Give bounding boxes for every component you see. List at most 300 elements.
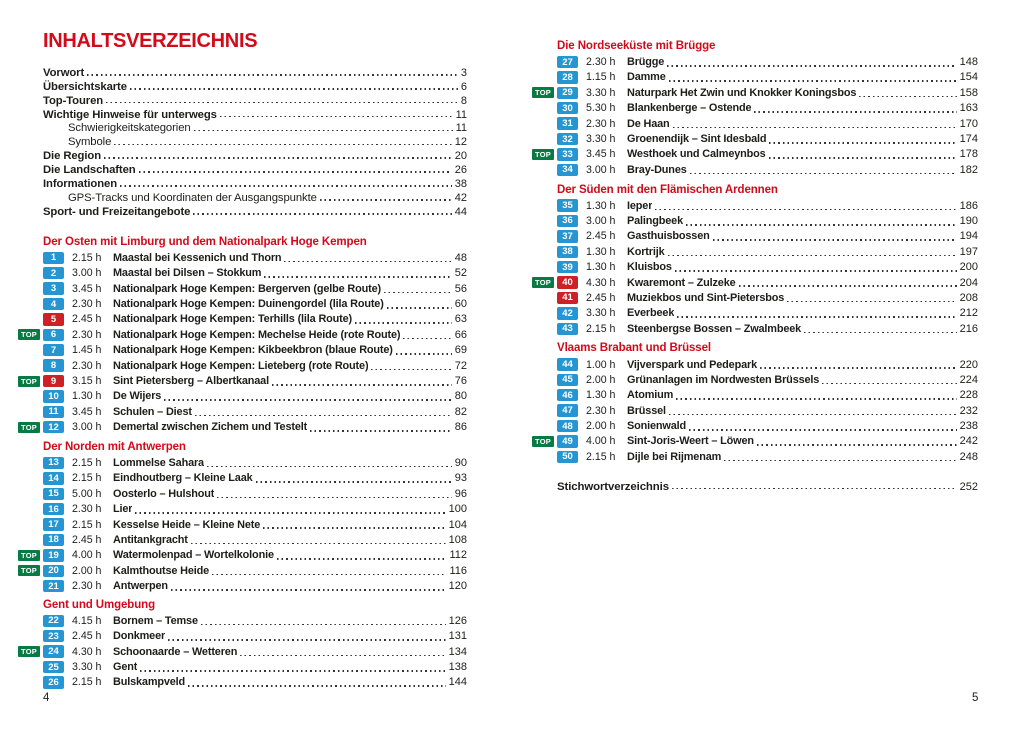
top-badge: TOP xyxy=(532,149,554,160)
tour-number-badge: 20 xyxy=(43,565,64,577)
dot-leader xyxy=(207,466,452,468)
tour-entry xyxy=(43,404,467,419)
page-ref: 186 xyxy=(959,199,978,212)
tour-duration: 4.15 h xyxy=(72,614,102,627)
tour-number-badge: 15 xyxy=(43,488,64,500)
tour-number-badge: 42 xyxy=(557,307,578,319)
page-ref: 212 xyxy=(959,307,978,320)
page-ref: 100 xyxy=(448,503,467,516)
tour-entry xyxy=(21,548,467,563)
page-title: INHALTSVERZEICHNIS xyxy=(43,30,258,52)
tour-entry xyxy=(557,388,978,403)
page-ref: 148 xyxy=(959,56,978,69)
tour-entry xyxy=(557,290,978,305)
page-ref: 90 xyxy=(454,456,467,469)
page-ref: 190 xyxy=(959,214,978,227)
page-ref: 208 xyxy=(959,291,978,304)
tour-duration: 1.30 h xyxy=(72,390,102,403)
tour-duration: 3.30 h xyxy=(586,133,616,146)
page-ref: 11 xyxy=(455,108,467,121)
entry-label: Die Landschaften xyxy=(43,164,136,177)
tour-number-badge: 30 xyxy=(557,102,578,114)
tour-title: Nationalpark Hoge Kempen: Duinengordel (lila Route) xyxy=(113,298,384,311)
tour-entry xyxy=(43,501,467,516)
top-badge: TOP xyxy=(532,277,554,288)
tour-title: Maastal bei Kessenich und Thorn xyxy=(113,251,282,264)
tour-number-badge: 50 xyxy=(557,451,578,463)
tour-title: Kesselse Heide – Kleine Nete xyxy=(113,518,261,531)
tour-title: Lier xyxy=(113,503,133,516)
page-ref: 144 xyxy=(448,676,467,689)
section-heading: Vlaams Brabant und Brüssel xyxy=(557,342,711,355)
dot-leader xyxy=(264,276,451,278)
tour-title: Palingbeek xyxy=(627,214,684,227)
tour-duration: 2.15 h xyxy=(72,456,102,469)
tour-entry xyxy=(557,357,978,372)
page-ref: 96 xyxy=(454,487,467,500)
tour-title: Kwaremont – Zulzeke xyxy=(627,276,736,289)
right-page xyxy=(535,39,978,493)
page-ref: 60 xyxy=(454,298,467,311)
page-ref: 216 xyxy=(959,322,978,335)
tour-entry xyxy=(557,372,978,387)
page-ref: 163 xyxy=(959,102,978,115)
tour-entry xyxy=(557,213,978,228)
tour-entry xyxy=(557,259,978,274)
entry-label: Sport- und Freizeitangebote xyxy=(43,205,191,218)
tour-title: Damme xyxy=(627,71,666,84)
tour-title: Nationalpark Hoge Kempen: Kikbeekbron (blaue Route) xyxy=(113,344,393,357)
tour-title: Everbeek xyxy=(627,307,675,320)
tour-duration: 2.30 h xyxy=(72,328,102,341)
front-matter-entry xyxy=(43,93,467,107)
tour-duration: 3.00 h xyxy=(586,214,616,227)
tour-number-badge: 37 xyxy=(557,230,578,242)
tour-title: Sonienwald xyxy=(627,420,687,433)
page-ref: 252 xyxy=(959,480,978,493)
entry-label: Symbole xyxy=(68,136,112,149)
dot-leader xyxy=(689,429,957,431)
dot-leader xyxy=(164,399,452,401)
section-heading: Der Süden mit den Flämischen Ardennen xyxy=(557,183,778,196)
dot-leader xyxy=(686,224,957,226)
dot-leader xyxy=(212,574,446,576)
tour-entry xyxy=(43,578,467,593)
folio-left: 4 xyxy=(43,692,50,704)
dot-leader xyxy=(859,96,956,98)
page-ref: 116 xyxy=(449,564,467,577)
dot-leader xyxy=(114,144,451,146)
page-ref: 182 xyxy=(959,163,978,176)
dot-leader xyxy=(690,173,957,175)
page-ref: 44 xyxy=(454,205,467,218)
dot-leader xyxy=(220,116,453,118)
tour-entry xyxy=(557,244,978,259)
tour-duration: 2.30 h xyxy=(586,404,616,417)
tour-duration: 4.00 h xyxy=(586,435,616,448)
tour-number-badge: 43 xyxy=(557,323,578,335)
tour-number-badge: 47 xyxy=(557,404,578,416)
entry-label: Wichtige Hinweise für unterwegs xyxy=(43,108,217,121)
tour-entry xyxy=(557,116,978,131)
tour-title: Donkmeer xyxy=(113,630,166,643)
tour-duration: 2.00 h xyxy=(586,420,616,433)
tour-title: Watermolenpad – Wortelkolonie xyxy=(113,549,274,562)
entry-label: GPS-Tracks und Koordinaten der Ausgangspunkte xyxy=(68,191,317,204)
tour-duration: 2.45 h xyxy=(72,630,102,643)
page-ref: 204 xyxy=(959,276,978,289)
page-ref: 63 xyxy=(454,313,467,326)
page-ref: 242 xyxy=(959,435,978,448)
page-ref: 6 xyxy=(460,80,467,93)
tour-entry xyxy=(557,229,978,244)
tour-duration: 3.45 h xyxy=(586,148,616,161)
tour-duration: 5.00 h xyxy=(72,487,102,500)
tour-number-badge: 40 xyxy=(557,276,578,288)
page-ref: 131 xyxy=(448,630,467,643)
tour-entry xyxy=(21,644,467,659)
tour-title: Muziekbos und Sint-Pietersbos xyxy=(627,291,785,304)
dot-leader xyxy=(256,481,452,483)
tour-title: Gent xyxy=(113,661,138,674)
dot-leader xyxy=(403,338,451,340)
tour-number-badge: 28 xyxy=(557,71,578,83)
tour-entry xyxy=(557,418,978,433)
tour-title: Maastal bei Dilsen – Stokkum xyxy=(113,267,262,280)
tour-title: Atomium xyxy=(627,389,674,402)
page-ref: 69 xyxy=(454,344,467,357)
index-entry xyxy=(557,478,978,493)
tour-entry xyxy=(557,198,978,213)
tour-title: Grünanlagen im Nordwesten Brüssels xyxy=(627,373,820,386)
tour-title: Ieper xyxy=(627,199,653,212)
tour-entry xyxy=(557,131,978,146)
page-ref: 154 xyxy=(959,71,978,84)
toc-section xyxy=(535,341,978,464)
page-ref: 224 xyxy=(959,373,978,386)
tour-entry xyxy=(557,449,978,464)
entry-label: Top-Touren xyxy=(43,94,104,107)
dot-leader xyxy=(284,261,451,263)
tour-title: Nationalpark Hoge Kempen: Mechelse Heide (rote Route) xyxy=(113,328,401,341)
dot-leader xyxy=(120,185,452,187)
tour-duration: 2.15 h xyxy=(586,322,616,335)
dot-leader xyxy=(675,270,957,272)
tour-title: Vijverspark und Pedepark xyxy=(627,358,757,371)
tour-title: Antitankgracht xyxy=(113,533,188,546)
tour-duration: 2.00 h xyxy=(586,373,616,386)
dot-leader xyxy=(396,353,452,355)
toc-section xyxy=(535,183,978,337)
front-matter-entry xyxy=(43,134,467,148)
dot-leader xyxy=(263,527,446,529)
entry-label: Schwierigkeitskategorien xyxy=(68,122,191,135)
tour-entry xyxy=(43,659,467,674)
tour-number-badge: 1 xyxy=(43,252,64,264)
dot-leader xyxy=(724,460,957,462)
tour-number-badge: 7 xyxy=(43,344,64,356)
dot-leader xyxy=(713,239,957,241)
left-sections xyxy=(21,235,467,690)
tour-entry xyxy=(43,486,467,501)
tour-title: Schoonaarde – Wetteren xyxy=(113,645,238,658)
tour-number-badge: 6 xyxy=(43,329,64,341)
page-ref: 228 xyxy=(959,389,978,402)
tour-entry xyxy=(557,403,978,418)
tour-title: Sint Pietersberg – Albertkanaal xyxy=(113,375,269,387)
page-ref: 238 xyxy=(959,420,978,433)
tour-duration: 2.30 h xyxy=(72,503,102,516)
tour-number-badge: 10 xyxy=(43,390,64,402)
dot-leader xyxy=(669,80,957,82)
tour-entry xyxy=(535,147,978,162)
tour-number-badge: 41 xyxy=(557,292,578,304)
tour-entry xyxy=(557,101,978,116)
tour-number-badge: 49 xyxy=(557,435,578,447)
tour-number-badge: 38 xyxy=(557,246,578,258)
tour-title: Kalmthoutse Heide xyxy=(113,564,210,577)
tour-duration: 2.45 h xyxy=(586,230,616,243)
tour-number-badge: 4 xyxy=(43,298,64,310)
dot-leader xyxy=(387,307,452,309)
page-ref: 248 xyxy=(959,450,978,463)
dot-leader xyxy=(193,213,451,215)
tour-number-badge: 33 xyxy=(557,148,578,160)
tour-title: Groenendijk – Sint Idesbald xyxy=(627,133,767,146)
tour-entry xyxy=(43,250,467,265)
tour-number-badge: 2 xyxy=(43,267,64,279)
tour-duration: 1.45 h xyxy=(72,344,102,357)
tour-number-badge: 5 xyxy=(43,313,64,325)
section-heading: Gent und Umgebung xyxy=(43,598,156,611)
tour-entry xyxy=(43,532,467,547)
dot-leader xyxy=(272,384,452,386)
tour-duration: 1.15 h xyxy=(586,71,616,84)
tour-entry xyxy=(21,327,467,342)
tour-title: De Haan xyxy=(627,117,670,130)
tour-entry xyxy=(43,613,467,628)
page-ref: 82 xyxy=(454,405,467,418)
tour-number-badge: 23 xyxy=(43,630,64,642)
tour-number-badge: 22 xyxy=(43,615,64,627)
page-ref: 52 xyxy=(454,267,467,280)
toc-section xyxy=(21,598,467,690)
tour-title: Oosterlo – Hulshout xyxy=(113,487,215,500)
top-badge: TOP xyxy=(18,565,40,576)
front-matter-entry xyxy=(43,204,467,218)
page-ref: 38 xyxy=(454,178,467,191)
dot-leader xyxy=(384,292,452,294)
tour-number-badge: 26 xyxy=(43,676,64,688)
tour-number-badge: 8 xyxy=(43,359,64,371)
index-label: Stichwortverzeichnis xyxy=(557,480,669,493)
tour-number-badge: 29 xyxy=(557,87,578,99)
tour-title: Bray-Dunes xyxy=(627,163,687,176)
tour-title: Nationalpark Hoge Kempen: Terhills (lila Route) xyxy=(113,313,353,326)
dot-leader xyxy=(135,512,445,514)
tour-number-badge: 9 xyxy=(43,375,64,387)
tour-title: Nationalpark Hoge Kempen: Lieteberg (rote Route) xyxy=(113,359,369,372)
entry-label: Vorwort xyxy=(43,66,85,79)
page-ref: 66 xyxy=(454,328,467,341)
tour-title: Dijle bei Rijmenam xyxy=(627,450,722,463)
tour-duration: 3.00 h xyxy=(72,267,102,280)
dot-leader xyxy=(371,369,451,371)
tour-title: Gasthuisbossen xyxy=(627,230,710,243)
dot-leader xyxy=(139,171,452,173)
tour-number-badge: 16 xyxy=(43,503,64,515)
page-ref: 120 xyxy=(448,580,467,593)
dot-leader xyxy=(672,488,957,490)
dot-leader xyxy=(668,255,957,257)
dot-leader xyxy=(355,322,452,324)
tour-duration: 2.45 h xyxy=(586,291,616,304)
page-ref: 93 xyxy=(454,472,467,485)
page-ref: 220 xyxy=(959,358,978,371)
dot-leader xyxy=(277,558,447,560)
front-matter-entry xyxy=(43,162,467,176)
tour-number-badge: 13 xyxy=(43,457,64,469)
dot-leader xyxy=(669,414,957,416)
dot-leader xyxy=(140,670,445,672)
tour-duration: 1.30 h xyxy=(586,199,616,212)
front-matter-entry xyxy=(43,65,467,79)
tour-duration: 2.45 h xyxy=(72,533,102,546)
page-ref: 26 xyxy=(454,164,467,177)
section-heading: Der Osten mit Limburg und dem Nationalpark Hoge Kempen xyxy=(43,235,367,248)
tour-entry xyxy=(535,85,978,100)
tour-duration: 2.30 h xyxy=(586,56,616,69)
tour-title: Blankenberge – Ostende xyxy=(627,102,752,115)
tour-duration: 2.30 h xyxy=(72,580,102,593)
page-ref: 194 xyxy=(959,230,978,243)
dot-leader xyxy=(769,157,957,159)
tour-title: Bornem – Temse xyxy=(113,614,198,627)
tour-number-badge: 45 xyxy=(557,374,578,386)
front-matter-entry xyxy=(43,79,467,93)
tour-entry xyxy=(557,70,978,85)
tour-entry xyxy=(43,517,467,532)
tour-entry xyxy=(43,455,467,470)
page-ref: 174 xyxy=(959,133,978,146)
page-ref: 72 xyxy=(454,359,467,372)
tour-entry xyxy=(43,296,467,311)
tour-duration: 1.30 h xyxy=(586,245,616,258)
tour-title: Antwerpen xyxy=(113,580,168,593)
dot-leader xyxy=(188,685,446,687)
left-page xyxy=(21,30,467,690)
tour-duration: 4.30 h xyxy=(586,276,616,289)
folio-right: 5 xyxy=(972,692,979,704)
tour-duration: 3.15 h xyxy=(72,375,102,387)
page-ref: 138 xyxy=(448,661,467,674)
page-ref: 48 xyxy=(454,251,467,264)
top-badge: TOP xyxy=(532,436,554,447)
tour-duration: 3.30 h xyxy=(72,661,102,674)
tour-duration: 2.30 h xyxy=(72,298,102,311)
tour-title: Westhoek und Calmeynbos xyxy=(627,148,766,161)
tour-number-badge: 12 xyxy=(43,421,64,433)
tour-title: Brüssel xyxy=(627,404,666,417)
tour-entry xyxy=(535,434,978,449)
page-ref: 108 xyxy=(448,533,467,546)
dot-leader xyxy=(240,655,445,657)
tour-duration: 4.30 h xyxy=(72,645,102,658)
top-badge: TOP xyxy=(18,376,40,387)
top-badge: TOP xyxy=(18,646,40,657)
tour-duration: 2.15 h xyxy=(72,676,102,689)
dot-leader xyxy=(217,497,452,499)
tour-number-badge: 46 xyxy=(557,389,578,401)
right-sections xyxy=(535,39,978,465)
tour-number-badge: 11 xyxy=(43,406,64,418)
tour-title: Steenbergse Bossen – Zwalmbeek xyxy=(627,322,802,335)
dot-leader xyxy=(787,301,956,303)
tour-duration: 2.00 h xyxy=(72,564,102,577)
tour-duration: 3.30 h xyxy=(586,86,616,99)
tour-entry xyxy=(43,629,467,644)
tour-duration: 3.00 h xyxy=(586,163,616,176)
tour-duration: 3.45 h xyxy=(72,405,102,418)
dot-leader xyxy=(655,209,956,211)
dot-leader xyxy=(769,142,956,144)
page-ref: 76 xyxy=(454,375,467,387)
page-ref: 200 xyxy=(959,261,978,274)
toc-section xyxy=(21,235,467,435)
tour-title: Brügge xyxy=(627,56,665,69)
page-ref: 80 xyxy=(454,390,467,403)
dot-leader xyxy=(194,130,453,132)
tour-number-badge: 24 xyxy=(43,645,64,657)
top-badge: TOP xyxy=(532,87,554,98)
page-ref: 158 xyxy=(959,86,978,99)
page-ref: 8 xyxy=(460,94,467,107)
page-ref: 20 xyxy=(454,150,467,163)
tour-number-badge: 44 xyxy=(557,358,578,370)
dot-leader xyxy=(673,127,957,129)
dot-leader xyxy=(201,624,446,626)
dot-leader xyxy=(739,285,957,287)
dot-leader xyxy=(757,444,957,446)
tour-title: Schulen – Diest xyxy=(113,405,192,418)
tour-entry xyxy=(43,266,467,281)
tour-number-badge: 19 xyxy=(43,549,64,561)
tour-entry xyxy=(43,281,467,296)
dot-leader xyxy=(195,415,452,417)
tour-duration: 5.30 h xyxy=(586,102,616,115)
front-matter-entry xyxy=(43,121,467,135)
tour-number-badge: 21 xyxy=(43,580,64,592)
tour-number-badge: 27 xyxy=(557,56,578,68)
dot-leader xyxy=(822,383,956,385)
tour-entry xyxy=(43,312,467,327)
dot-leader xyxy=(168,639,446,641)
tour-number-badge: 32 xyxy=(557,133,578,145)
tour-title: Kortrijk xyxy=(627,245,665,258)
page-ref: 3 xyxy=(460,66,467,79)
tour-duration: 2.30 h xyxy=(72,359,102,372)
page-ref: 11 xyxy=(455,122,467,135)
front-matter-entry xyxy=(43,148,467,162)
page-ref: 12 xyxy=(454,136,467,149)
tour-duration: 2.15 h xyxy=(72,518,102,531)
tour-entry xyxy=(21,373,467,388)
tour-title: Demertal zwischen Zichem und Testelt xyxy=(113,421,308,434)
tour-title: Bulskampveld xyxy=(113,676,186,689)
tour-duration: 4.00 h xyxy=(72,549,102,562)
tour-number-badge: 14 xyxy=(43,472,64,484)
tour-duration: 1.00 h xyxy=(586,358,616,371)
